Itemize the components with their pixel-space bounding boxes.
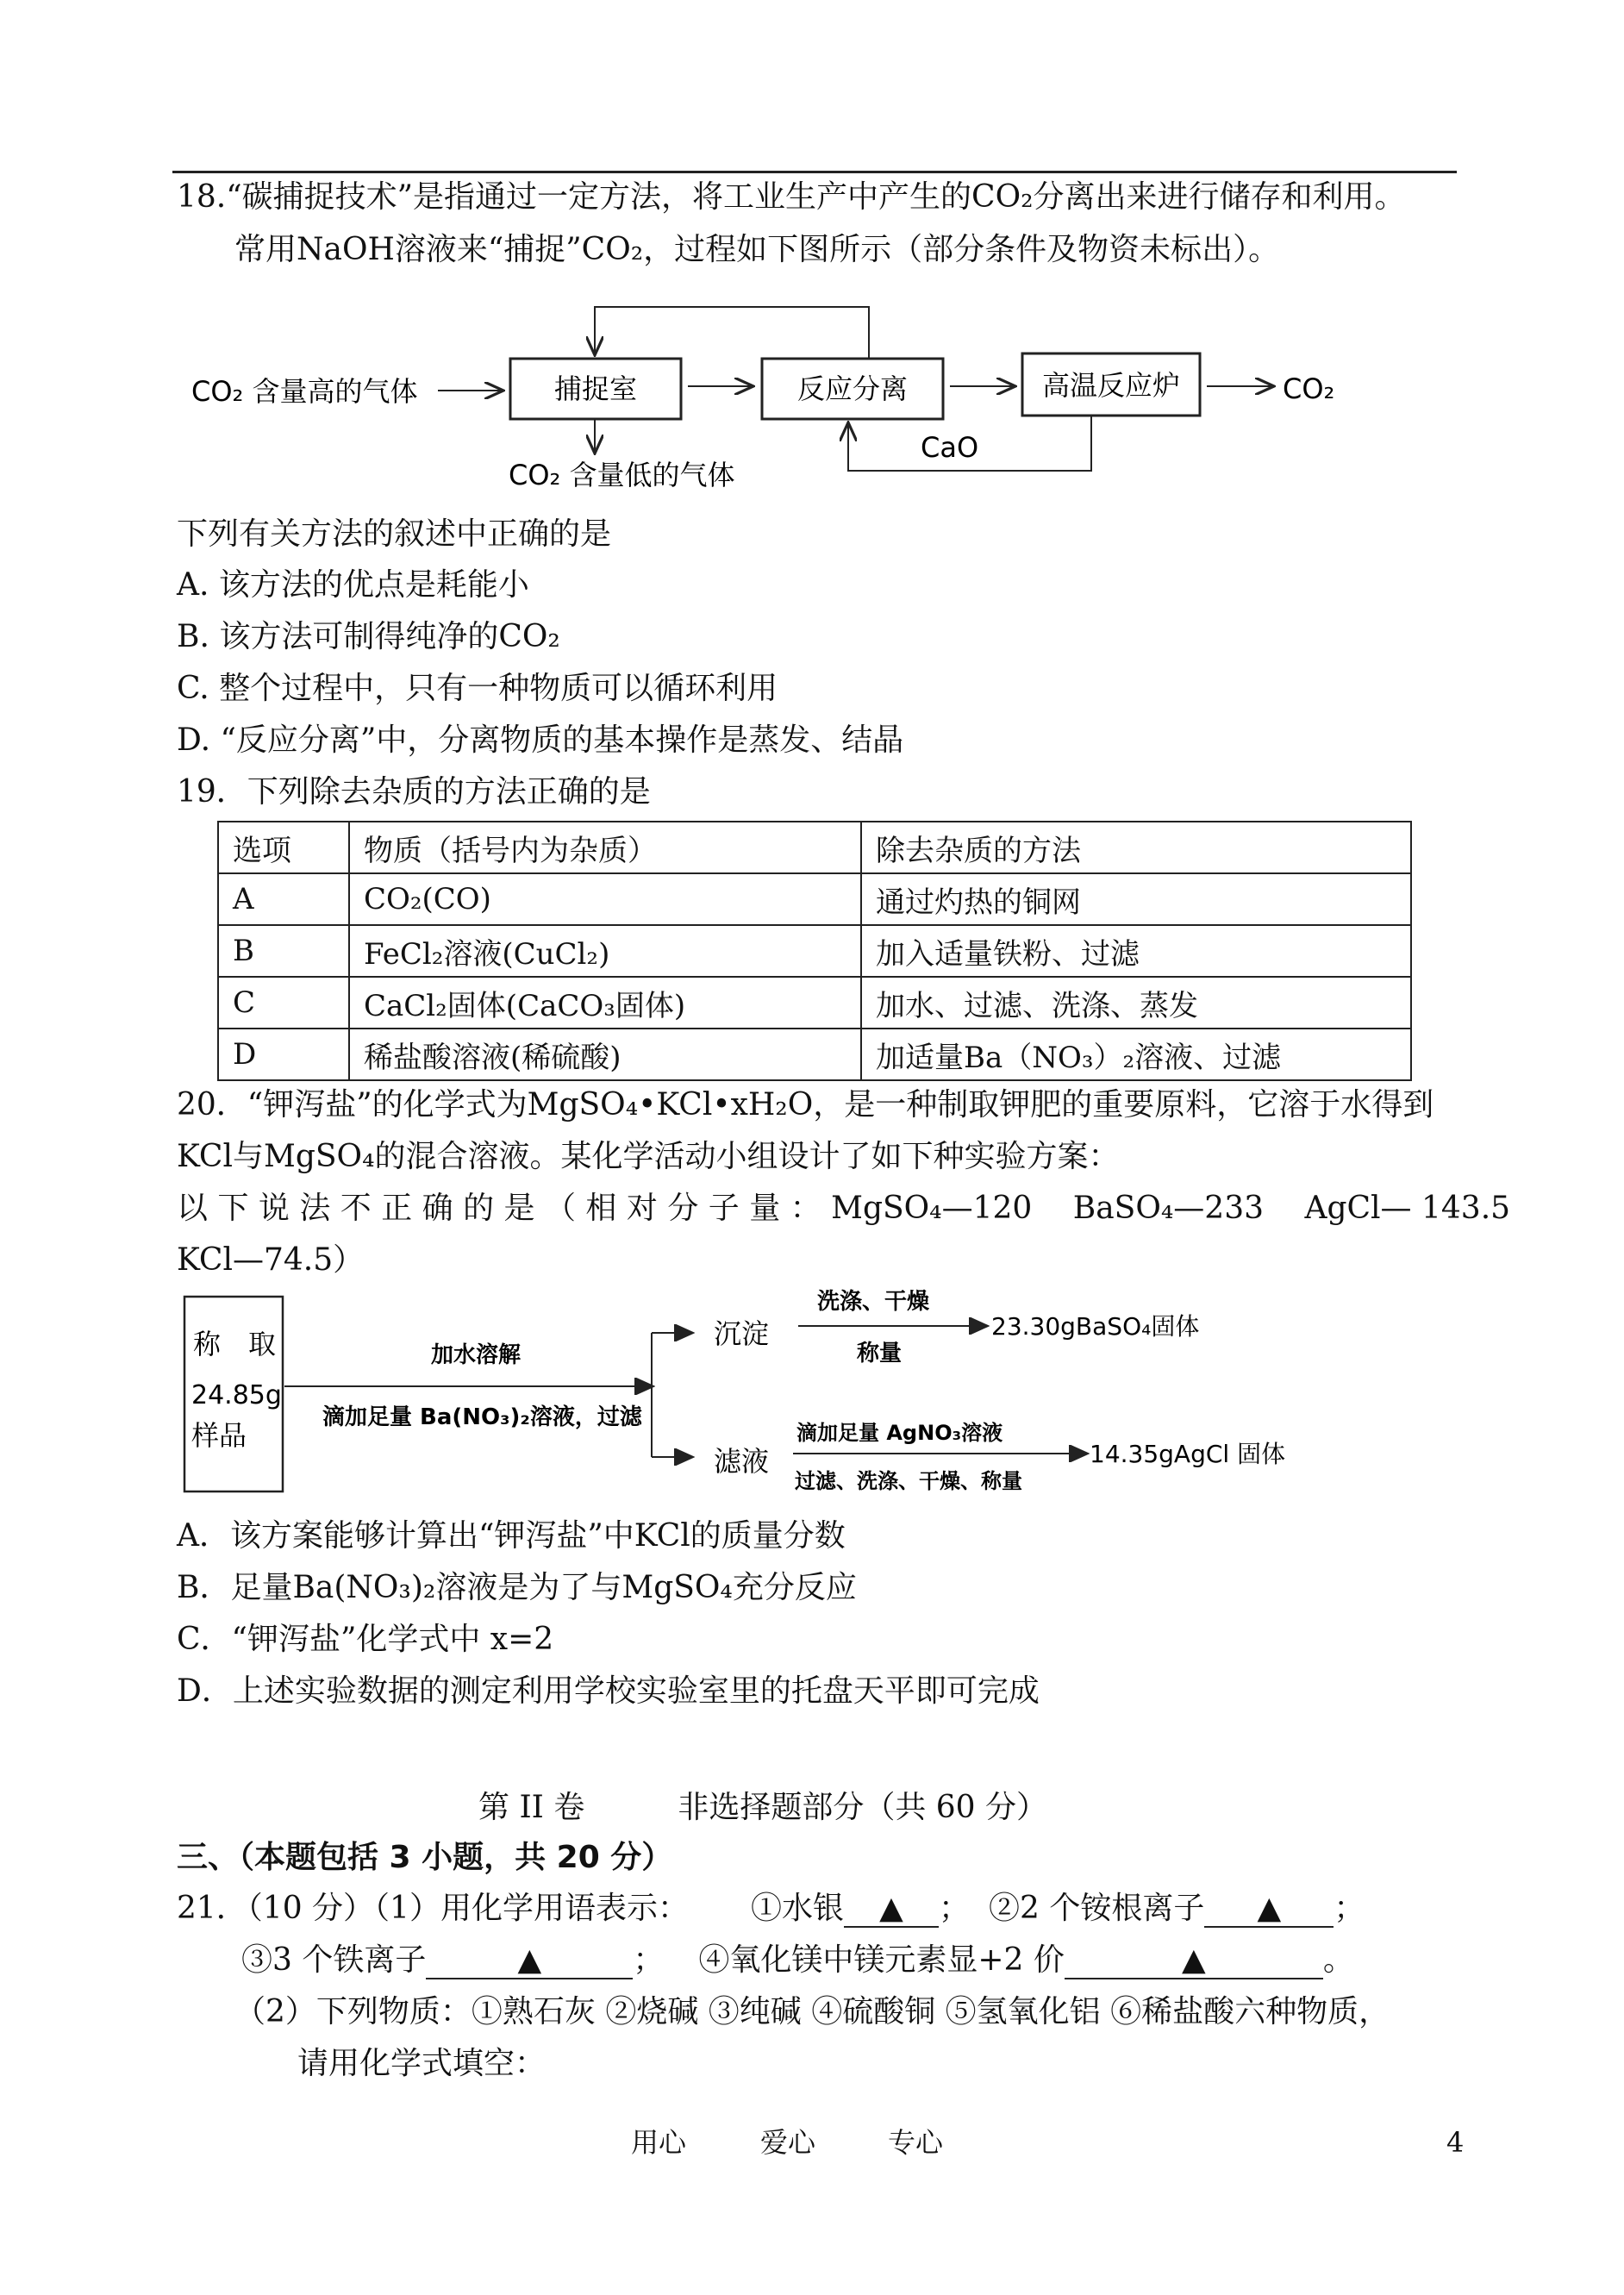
separator: ； <box>938 1891 970 1926</box>
q18-input-label: CO₂ 含量高的气体 <box>191 375 418 408</box>
precipitate-label: 沉淀 <box>714 1317 770 1350</box>
q21-line2 <box>241 1942 1354 1979</box>
sample-line3: 样品 <box>191 1419 247 1452</box>
q20-option-b: B．足量Ba(NO₃)₂溶液是为了与MgSO₄充分反应 <box>177 1570 857 1605</box>
step-top: 加水溶解 <box>431 1342 522 1368</box>
page-number: 4 <box>1446 2126 1465 2159</box>
answer-blank-4[interactable]: ▲ <box>1065 1943 1323 1979</box>
table-cell: A <box>218 873 349 925</box>
output-co2-label: CO₂ <box>1283 372 1335 405</box>
separator: ； <box>1334 1891 1365 1926</box>
sample-line1: 称 取 <box>193 1328 277 1360</box>
header-rule <box>172 171 1457 173</box>
header-cell: 除去杂质的方法 <box>861 822 1411 873</box>
q20-option-a: A．该方案能够计算出“钾泻盐”中KCl的质量分数 <box>177 1518 846 1554</box>
table-row <box>218 977 1411 1029</box>
table-cell: CaCl₂固体(CaCO₃固体) <box>349 977 861 1029</box>
q21-line1 <box>177 1890 1365 1928</box>
q21-item2: ②2 个铵根离子 <box>989 1891 1205 1926</box>
q20-stem-line1: 20．“钾泻盐”的化学式为MgSO₄•KCl•xH₂O，是一种制取钾肥的重要原料，它溶于水得到 <box>177 1087 1434 1122</box>
q18-flow-diagram <box>172 293 1335 500</box>
q18-bottom-output: CO₂ 含量低的气体 <box>509 459 735 491</box>
q20-experiment-diagram <box>172 1285 1431 1500</box>
q21-item4: ④氧化镁中镁元素显+2 价 <box>698 1942 1065 1978</box>
table-cell: 加适量Ba（NO₃）₂溶液、过滤 <box>861 1029 1411 1080</box>
q18-option-c: C. 整个过程中，只有一种物质可以循环利用 <box>177 671 778 706</box>
section-heading: 三、（本题包括 3 小题，共 20 分） <box>177 1840 673 1875</box>
branch2-step-top: 滴加足量 AgNO₃溶液 <box>796 1421 1003 1445</box>
q18-option-b: B. 该方法可制得纯净的CO₂ <box>177 619 560 654</box>
q20-option-c: C．“钾泻盐”化学式中 x=2 <box>177 1622 554 1657</box>
footer-motto-3: 专心 <box>888 2126 944 2159</box>
answer-blank-3[interactable]: ▲ <box>426 1943 633 1979</box>
q20-stem-line4: KCl—74.5） <box>177 1242 365 1278</box>
table-cell: 通过灼热的铜网 <box>861 873 1411 925</box>
header-cell: 选项 <box>218 822 349 873</box>
table-row <box>218 925 1411 977</box>
footer-motto-1: 用心 <box>631 2126 687 2159</box>
reaction-separation-label: 反应分离 <box>796 372 909 405</box>
cao-label: CaO <box>921 431 979 464</box>
table-row <box>218 873 1411 925</box>
q21-line3: （2）下列物质：①熟石灰 ②烧碱 ③纯碱 ④硫酸铜 ⑤氢氧化铝 ⑥稀盐酸六种物质， <box>234 1994 1390 2029</box>
answer-blank-1[interactable]: ▲ <box>844 1892 939 1928</box>
answer-blank-2[interactable]: ▲ <box>1204 1892 1334 1928</box>
capture-chamber-label: 捕捉室 <box>553 372 638 405</box>
table-cell: 稀盐酸溶液(稀硫酸) <box>349 1029 861 1080</box>
table-cell: C <box>218 977 349 1029</box>
separator: ； <box>633 1942 665 1978</box>
q19-table <box>217 821 1412 1081</box>
branch1-step-bottom: 称量 <box>857 1341 903 1366</box>
filtrate-label: 滤液 <box>714 1445 770 1478</box>
step-bottom: 滴加足量 Ba(NO₃)₂溶液，过滤 <box>322 1404 642 1430</box>
table-header-row <box>218 822 1411 873</box>
q20-option-d: D．上述实验数据的测定利用学校实验室里的托盘天平即可完成 <box>177 1673 1040 1709</box>
q21-item1: ①水银 <box>750 1891 844 1926</box>
q18-option-d: D. “反应分离”中，分离物质的基本操作是蒸发、结晶 <box>177 722 904 758</box>
q20-stem-line3: 以 下 说 法 不 正 确 的 是 （ 相 对 分 子 量 ： MgSO₄—120 BaSO₄—233 AgCl— 143.5 <box>177 1191 1511 1226</box>
branch2-result: 14.35gAgCl 固体 <box>1090 1440 1286 1468</box>
table-cell: 加水、过滤、洗涤、蒸发 <box>861 977 1411 1029</box>
table-cell: B <box>218 925 349 977</box>
branch1-step-top: 洗涤、干燥 <box>817 1289 930 1315</box>
branch2-step-bottom: 过滤、洗涤、干燥、称量 <box>795 1469 1022 1493</box>
header-cell: 物质（括号内为杂质） <box>349 822 861 873</box>
sample-line2: 24.85g <box>191 1380 282 1410</box>
q18-stem-line1: 18.“碳捕捉技术”是指通过一定方法，将工业生产中产生的CO₂分离出来进行储存和利用。 <box>177 179 1406 215</box>
q19-stem: 19．下列除去杂质的方法正确的是 <box>177 774 651 810</box>
part2-title: 第 II 卷 非选择题部分（共 60 分） <box>478 1790 1048 1825</box>
table-row <box>218 1029 1411 1080</box>
period: 。 <box>1322 1942 1354 1978</box>
q20-stem-line2: KCl与MgSO₄的混合溶液。某化学活动小组设计了如下种实验方案： <box>177 1139 1120 1174</box>
table-cell: CO₂(CO) <box>349 873 861 925</box>
branch1-result: 23.30gBaSO₄固体 <box>991 1312 1200 1341</box>
table-cell: D <box>218 1029 349 1080</box>
q18-question: 下列有关方法的叙述中正确的是 <box>177 516 612 552</box>
q21-item3: ③3 个铁离子 <box>241 1942 427 1978</box>
q21-prefix: 21．（10 分）（1）用化学用语表示： <box>177 1891 689 1926</box>
q21-line4: 请用化学式填空： <box>297 2046 547 2081</box>
furnace-label: 高温反应炉 <box>1041 369 1181 402</box>
q18-stem-line2: 常用NaOH溶液来“捕捉”CO₂，过程如下图所示（部分条件及物资未标出）。 <box>234 232 1280 267</box>
table-cell: 加入适量铁粉、过滤 <box>861 925 1411 977</box>
q18-option-a: A. 该方法的优点是耗能小 <box>177 567 529 603</box>
table-cell: FeCl₂溶液(CuCl₂) <box>349 925 861 977</box>
footer-motto-2: 爱心 <box>760 2126 816 2159</box>
